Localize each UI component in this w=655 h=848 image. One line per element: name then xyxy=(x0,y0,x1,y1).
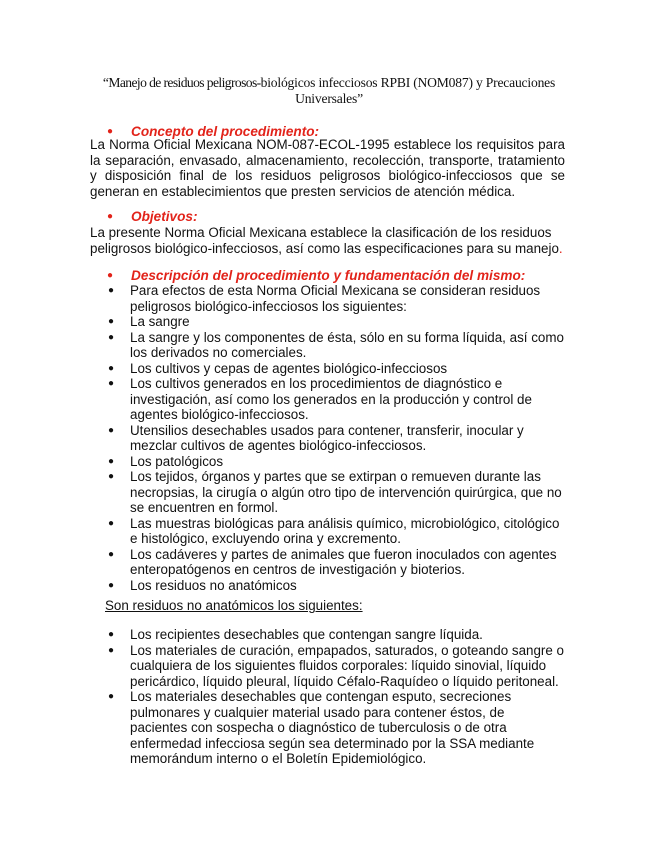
bullet-icon: ● xyxy=(108,517,115,529)
bullet-icon: ● xyxy=(108,424,115,436)
list-item xyxy=(107,361,565,377)
list-item xyxy=(107,376,565,423)
bullet-icon: ● xyxy=(108,285,115,296)
list-item xyxy=(107,689,565,767)
list-item-text: Los materiales desechables que contengan esputo, secreciones pulmonares y cualquier material usado para contener éstos, de pacientes con sospecha o diagnóstico de tuberculosis o de otra enfermedad infecciosa según sea determinado por la SSA mediante memorándum interno o el Boletín Epidemiológico. xyxy=(130,689,535,766)
heading-text: Descripción del procedimiento y fundamentación del mismo: xyxy=(131,268,526,283)
list-item xyxy=(107,627,565,643)
list-item-text: Los patológicos xyxy=(130,453,224,469)
bullet-icon: ● xyxy=(108,331,115,343)
bullet-icon: ● xyxy=(108,548,115,560)
bullet-icon: ● xyxy=(108,471,115,482)
paragraph-concepto: La Norma Oficial Mexicana NOM-087-ECOL-1995 establece los requisitos para la separación, envasado, almacenamiento, recolección, transporte, tratamiento y disposición final de los residuos peligrosos biológico-infecciosos que se generan en establecimientos que presten servicios de atención médica. xyxy=(90,137,565,199)
list-item xyxy=(107,330,565,361)
list-item xyxy=(107,547,565,578)
list-item-text: Los residuos no anatómicos xyxy=(130,577,297,593)
list-item-text: Los cadáveres y partes de animales que fueron inoculados con agentes enteropatógenos en centros de investigación y bioterios. xyxy=(130,546,557,577)
list-item xyxy=(107,516,565,547)
subheading-non-anatomic: Son residuos no anatómicos los siguientes: xyxy=(105,598,363,613)
list-item-text: Utensilios desechables usados para contener, transferir, inocular y mezclar cultivos de agentes biológico-infecciosos. xyxy=(130,422,524,453)
non-anatomic-list xyxy=(107,627,565,767)
document-title xyxy=(92,75,566,107)
bullet-icon: ● xyxy=(107,270,114,281)
list-item-text: Los tejidos, órganos y partes que se extirpan o remueven durante las necropsias, la cirugía o algún otro tipo de intervención quirúrgica, que no se encuentren en formol. xyxy=(130,469,562,515)
list-item xyxy=(107,314,565,330)
bullet-icon: ● xyxy=(108,629,115,640)
paragraph-objetivos xyxy=(90,225,565,256)
bullet-icon: ● xyxy=(108,378,115,389)
list-item-text: Los cultivos y cepas de agentes biológico-infecciosos xyxy=(130,360,448,376)
bullet-icon: ● xyxy=(108,362,115,374)
list-item-text: Los recipientes desechables que contengan sangre líquida. xyxy=(130,627,483,642)
bullet-icon: ● xyxy=(108,644,115,656)
list-item-text: La sangre y los componentes de ésta, sólo en su forma líquida, así como los derivados no comerciales. xyxy=(130,329,564,360)
list-item xyxy=(107,454,565,470)
list-item-text: Las muestras biológicas para análisis químico, microbiológico, citológico e histológico, excluyendo orina y excremento. xyxy=(130,515,560,546)
bullet-icon: ● xyxy=(108,691,115,702)
paragraph-objetivos-text: La presente Norma Oficial Mexicana establece la clasificación de los residuos peligrosos biológico-infecciosos, así como las especificaciones para su manejo xyxy=(90,225,559,256)
title-part-1: “Manejo de residuos peligrosos- xyxy=(102,75,261,90)
title-part-2: biológicos infecciosos RPBI (NOM087) y Precauciones Universales” xyxy=(260,75,556,106)
bullet-icon: ● xyxy=(108,316,115,327)
bullet-icon: ● xyxy=(107,126,114,137)
paragraph-objetivos-end: . xyxy=(558,240,563,256)
list-item xyxy=(107,469,565,516)
list-item-text: Para efectos de esta Norma Oficial Mexicana se consideran residuos peligrosos biológico-infecciosos los siguientes: xyxy=(130,283,541,314)
list-item-text: Los materiales de curación, empapados, saturados, o goteando sangre o cualquiera de los siguientes fluidos corporales: líquido sinovial, líquido pericárdico, líquido pleural, líquido Céfalo-Raquídeo o líquido peritoneal. xyxy=(130,642,564,689)
description-list xyxy=(107,283,565,593)
list-item-text: La sangre xyxy=(130,314,190,329)
bullet-icon: ● xyxy=(108,579,115,591)
list-item xyxy=(107,283,565,314)
heading-text: Concepto del procedimiento: xyxy=(131,124,320,139)
heading-text: Objetivos: xyxy=(131,209,198,224)
list-item xyxy=(107,578,565,594)
bullet-icon: ● xyxy=(107,211,114,222)
list-item xyxy=(107,643,565,690)
list-item xyxy=(107,423,565,454)
list-item-text: Los cultivos generados en los procedimientos de diagnóstico e investigación, así como los generados en la producción y control de agentes biológico-infecciosos. xyxy=(130,376,532,422)
bullet-icon: ● xyxy=(108,455,115,467)
